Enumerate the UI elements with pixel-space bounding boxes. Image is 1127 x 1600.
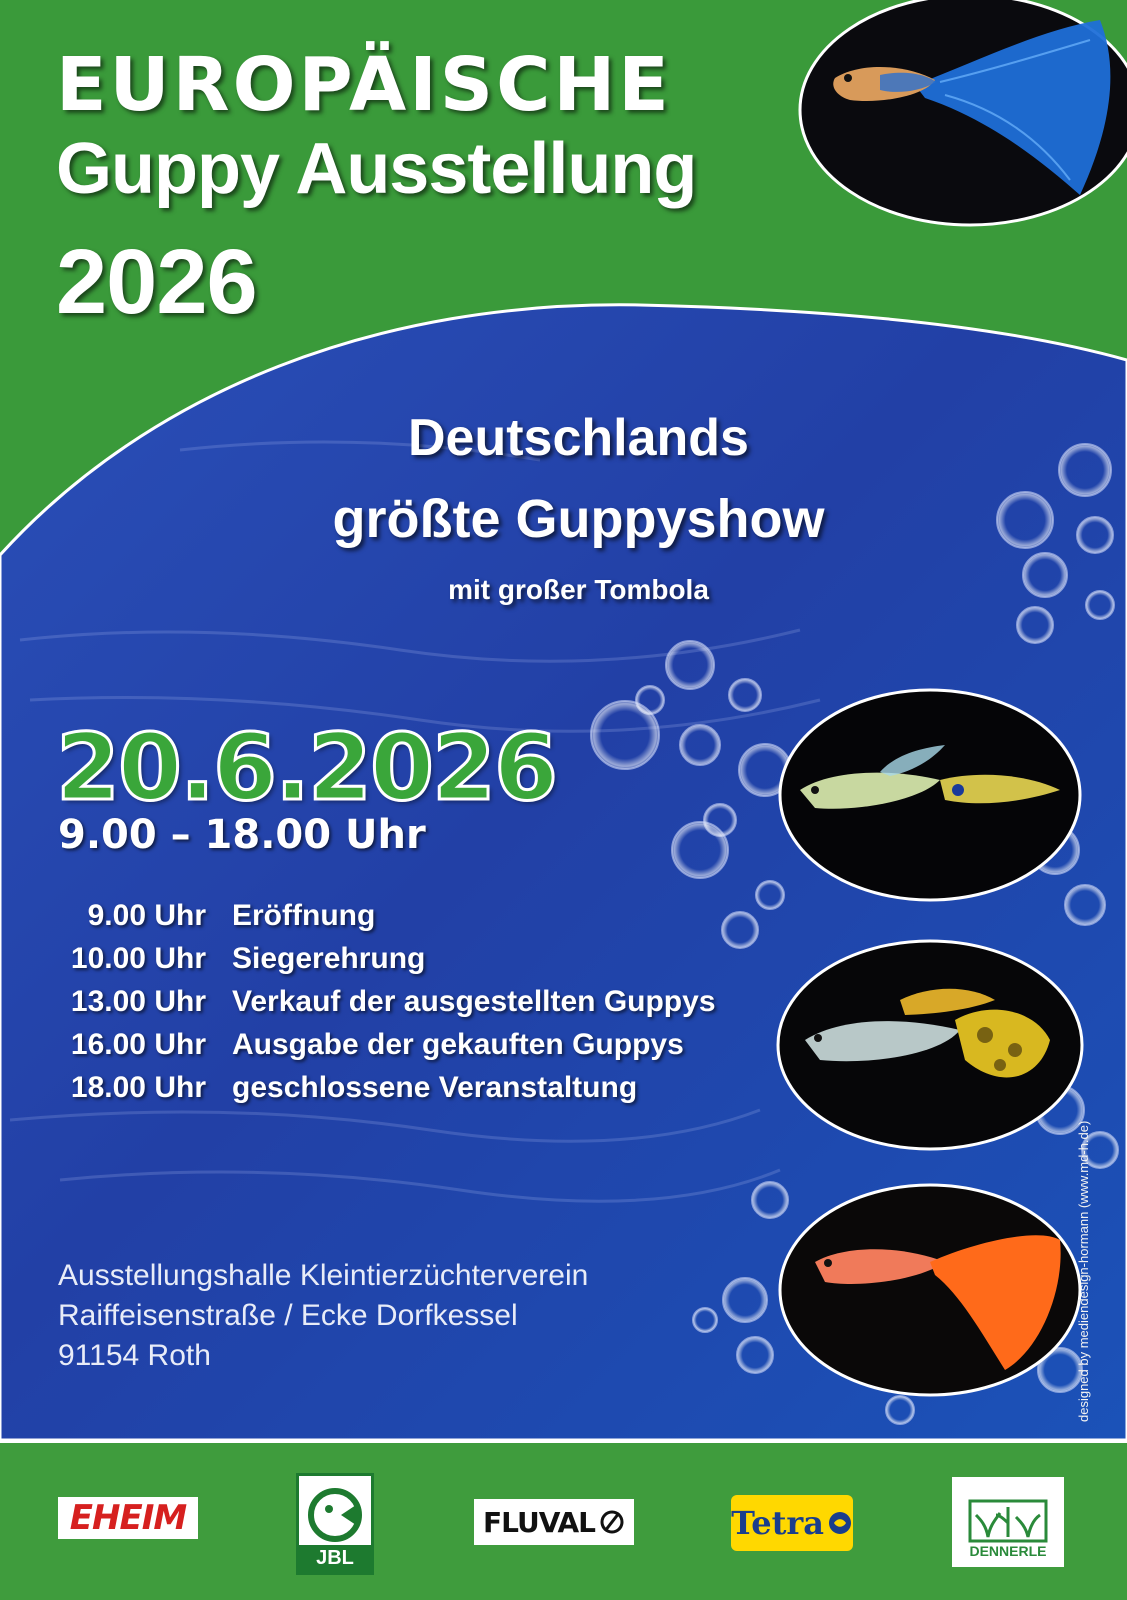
dennerle-logo	[952, 1477, 1064, 1567]
schedule-row	[56, 937, 716, 980]
tetra-logo	[731, 1495, 853, 1551]
designer-credit: designed by mediendesign-hormann (www.md-h.de)	[1076, 1120, 1091, 1422]
fluval-logo-text: FLUVAL	[483, 1505, 595, 1539]
tetra-logo-text: Tetra	[731, 1504, 824, 1542]
venue-address	[58, 1256, 588, 1376]
event-hours: 9.00 – 18.00 Uhr	[58, 812, 426, 858]
jbl-logo-text: JBL	[299, 1545, 371, 1572]
schedule-event: Ausgabe der gekauften Guppys	[232, 1027, 684, 1061]
subtitle-line-2: größte Guppyshow	[332, 489, 825, 549]
eheim-logo	[58, 1497, 198, 1539]
schedule-event: Verkauf der ausgestellten Guppys	[232, 984, 716, 1018]
tetra-fish-icon	[827, 1510, 853, 1536]
dennerle-plant-icon	[968, 1499, 1048, 1543]
event-date: 20.6.2026	[56, 714, 556, 821]
guppy-photo-blue	[800, 0, 1127, 225]
dennerle-logo-text: DENNERLE	[969, 1543, 1047, 1559]
schedule-row	[56, 894, 716, 937]
guppy-photo-yellow	[778, 941, 1082, 1149]
schedule-row	[56, 1066, 716, 1109]
subtitle-line-3: mit großer Tombola	[448, 574, 709, 605]
venue-line-2: Raiffeisenstraße / Ecke Dorfkessel	[58, 1299, 518, 1332]
schedule-time: 10.00 Uhr	[70, 941, 206, 975]
title-line-2: Guppy Ausstellung	[56, 129, 697, 209]
venue-line-3: 91154 Roth	[58, 1339, 211, 1372]
venue-line-1: Ausstellungshalle Kleintierzüchterverein	[58, 1259, 589, 1292]
subtitle-line-1: Deutschlands	[408, 409, 749, 467]
sponsor-bar	[0, 1440, 1127, 1600]
jbl-logo	[296, 1473, 374, 1575]
schedule-event: Eröffnung	[232, 898, 376, 932]
schedule-time: 9.00 Uhr	[87, 898, 206, 932]
schedule-row	[56, 980, 716, 1023]
schedule-time: 16.00 Uhr	[70, 1027, 206, 1061]
schedule-list	[56, 894, 716, 1109]
fluval-emblem-icon	[599, 1509, 625, 1535]
schedule-time: 18.00 Uhr	[70, 1070, 206, 1104]
guppy-photo-green	[780, 690, 1080, 900]
fluval-logo	[474, 1499, 634, 1545]
schedule-row	[56, 1023, 716, 1066]
jbl-fish-icon	[305, 1485, 365, 1545]
title-line-1: EUROPÄISCHE	[56, 42, 672, 128]
eheim-logo-text: EHEIM	[69, 1498, 187, 1538]
schedule-event: Siegerehrung	[232, 941, 426, 975]
title-year: 2026	[56, 231, 257, 333]
schedule-time: 13.00 Uhr	[70, 984, 206, 1018]
guppy-photo-orange	[780, 1185, 1080, 1395]
schedule-event: geschlossene Veranstaltung	[232, 1070, 638, 1104]
